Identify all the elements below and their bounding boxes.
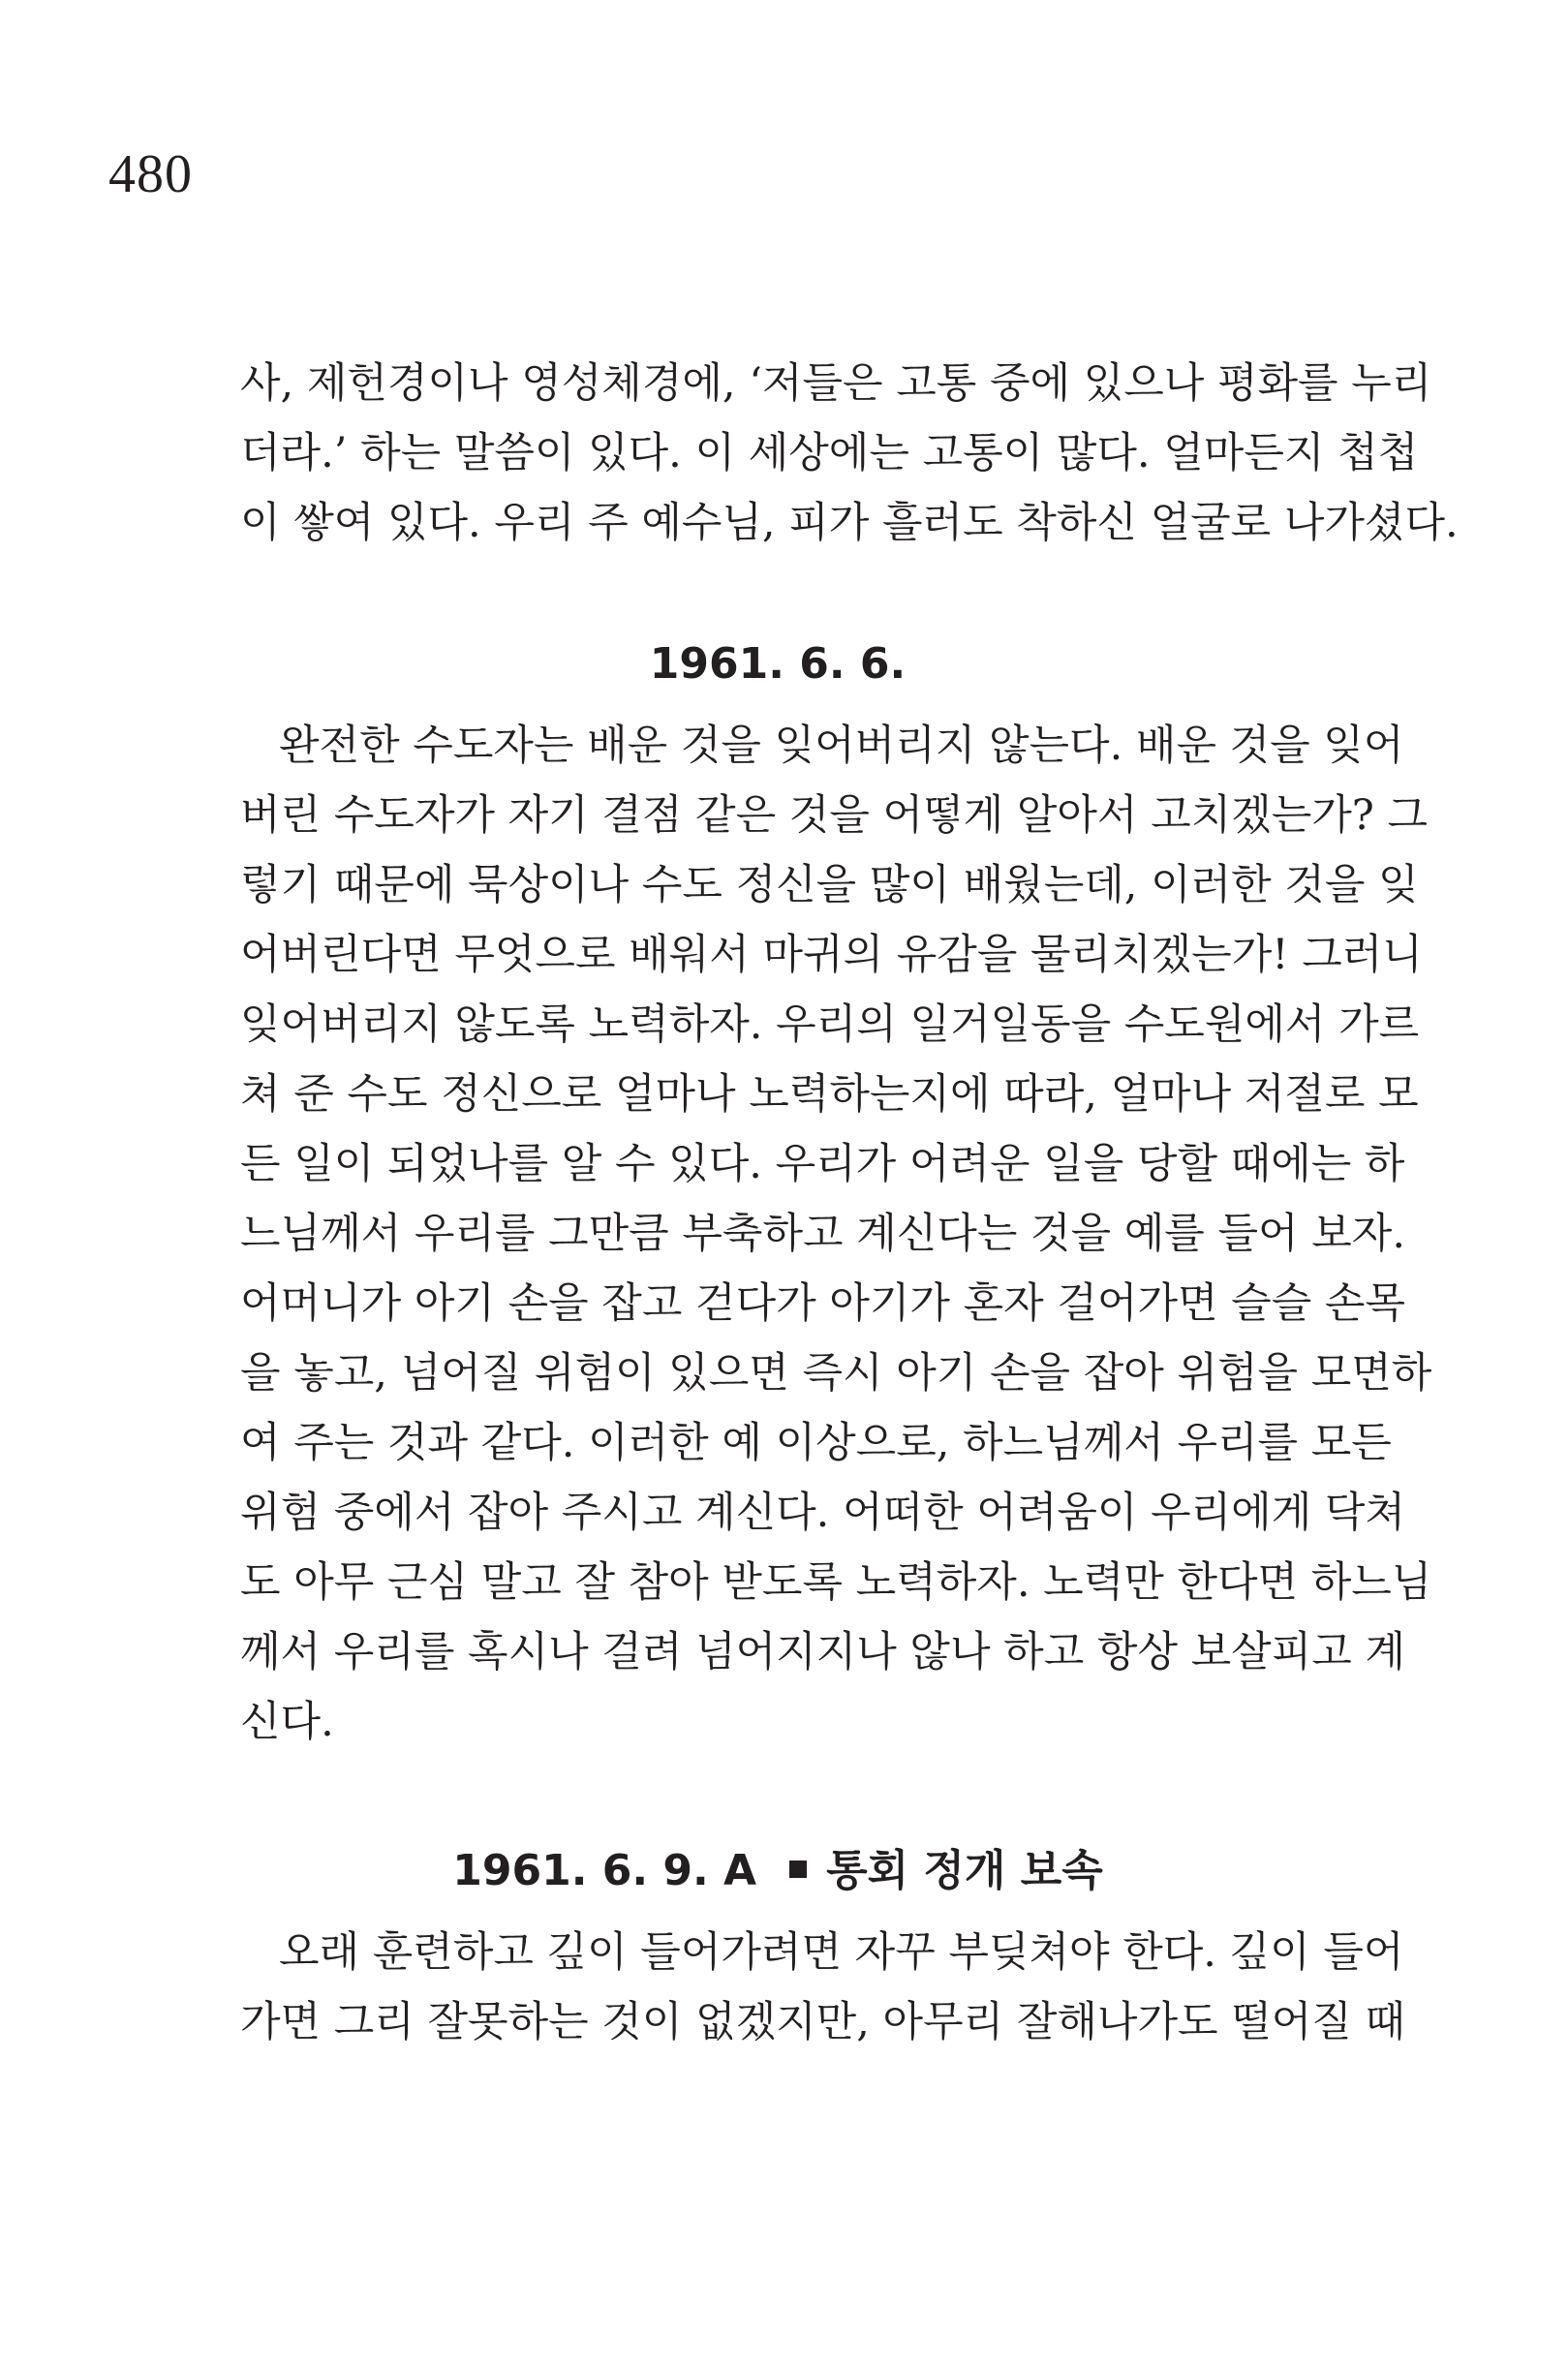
text-line: 쳐 준 수도 정신으로 얼마나 노력하는지에 따라, 얼마나 저절로 모 [240,1070,1419,1119]
page-body [240,349,1459,2057]
text-line: 어머니가 아기 손을 잡고 걷다가 아기가 혼자 걸어가면 슬슬 손목 [240,1279,1406,1328]
text-line: 더라.’ 하는 말씀이 있다. 이 세상에는 고통이 많다. 얼마든지 첩첩 [240,429,1419,477]
text-line: 가면 그리 잘못하는 것이 없겠지만, 아무리 잘해나가도 떨어질 때 [240,1998,1406,2046]
text-line: 렇기 때문에 묵상이나 수도 정신을 많이 배웠는데, 이러한 것을 잊 [240,861,1419,909]
text-line: 완전한 수도자는 배운 것을 잊어버리지 않는다. 배운 것을 잊어 [279,722,1404,770]
paragraph-1961-6-6 [240,711,1432,1757]
text-line: 신다. [240,1698,334,1746]
text-line: 느님께서 우리를 그만큼 부축하고 계신다는 것을 예를 들어 보자. [240,1210,1406,1258]
text-line: 오래 훈련하고 깊이 들어가려면 자꾸 부딪쳐야 한다. 깊이 들어 [279,1928,1404,1977]
text-line: 어버린다면 무엇으로 배워서 마귀의 유감을 물리치겠는가! 그러니 [240,931,1423,979]
text-line: 도 아무 근심 말고 잘 참아 받도록 노력하자. 노력만 한다면 하느님 [240,1558,1432,1607]
text-line: 께서 우리를 혹시나 걸려 넘어지지나 않나 하고 항상 보살피고 계 [240,1628,1406,1676]
text-line: 사, 제헌경이나 영성체경에, ‘저들은 고통 중에 있으나 평화를 누리 [240,359,1432,408]
page-number: 480 [108,144,193,204]
text-line: 버린 수도자가 자기 결점 같은 것을 어떻게 알아서 고치겠는가? 그 [240,791,1429,840]
heading-date: 1961. 6. 9. A [452,1846,757,1895]
text-line: 위험 중에서 잡아 주시고 계신다. 어떠한 어려움이 우리에게 닥쳐 [240,1489,1406,1537]
section-heading-1961-6-9 [240,1825,1315,1918]
text-line: 든 일이 되었나를 알 수 있다. 우리가 어려운 일을 당할 때에는 하 [240,1140,1405,1188]
section-heading-1961-6-6: 1961. 6. 6. [649,639,907,689]
heading-title: 통회 정개 보속 [826,1846,1103,1895]
square-bullet-icon [789,1861,807,1878]
text-line: 여 주는 것과 같다. 이러한 예 이상으로, 하느님께서 우리를 모든 [240,1419,1392,1467]
paragraph-1961-6-9 [240,1918,1406,2057]
text-line: 을 놓고, 넘어질 위험이 있으면 즉시 아기 손을 잡아 위험을 모면하 [240,1349,1432,1398]
text-line: 잊어버리지 않도록 노력하자. 우리의 일거일동을 수도원에서 가르 [240,1000,1420,1049]
text-line: 이 쌓여 있다. 우리 주 예수님, 피가 흘러도 착하신 얼굴로 나가셨다. [240,499,1459,547]
paragraph-continued [240,349,1459,558]
